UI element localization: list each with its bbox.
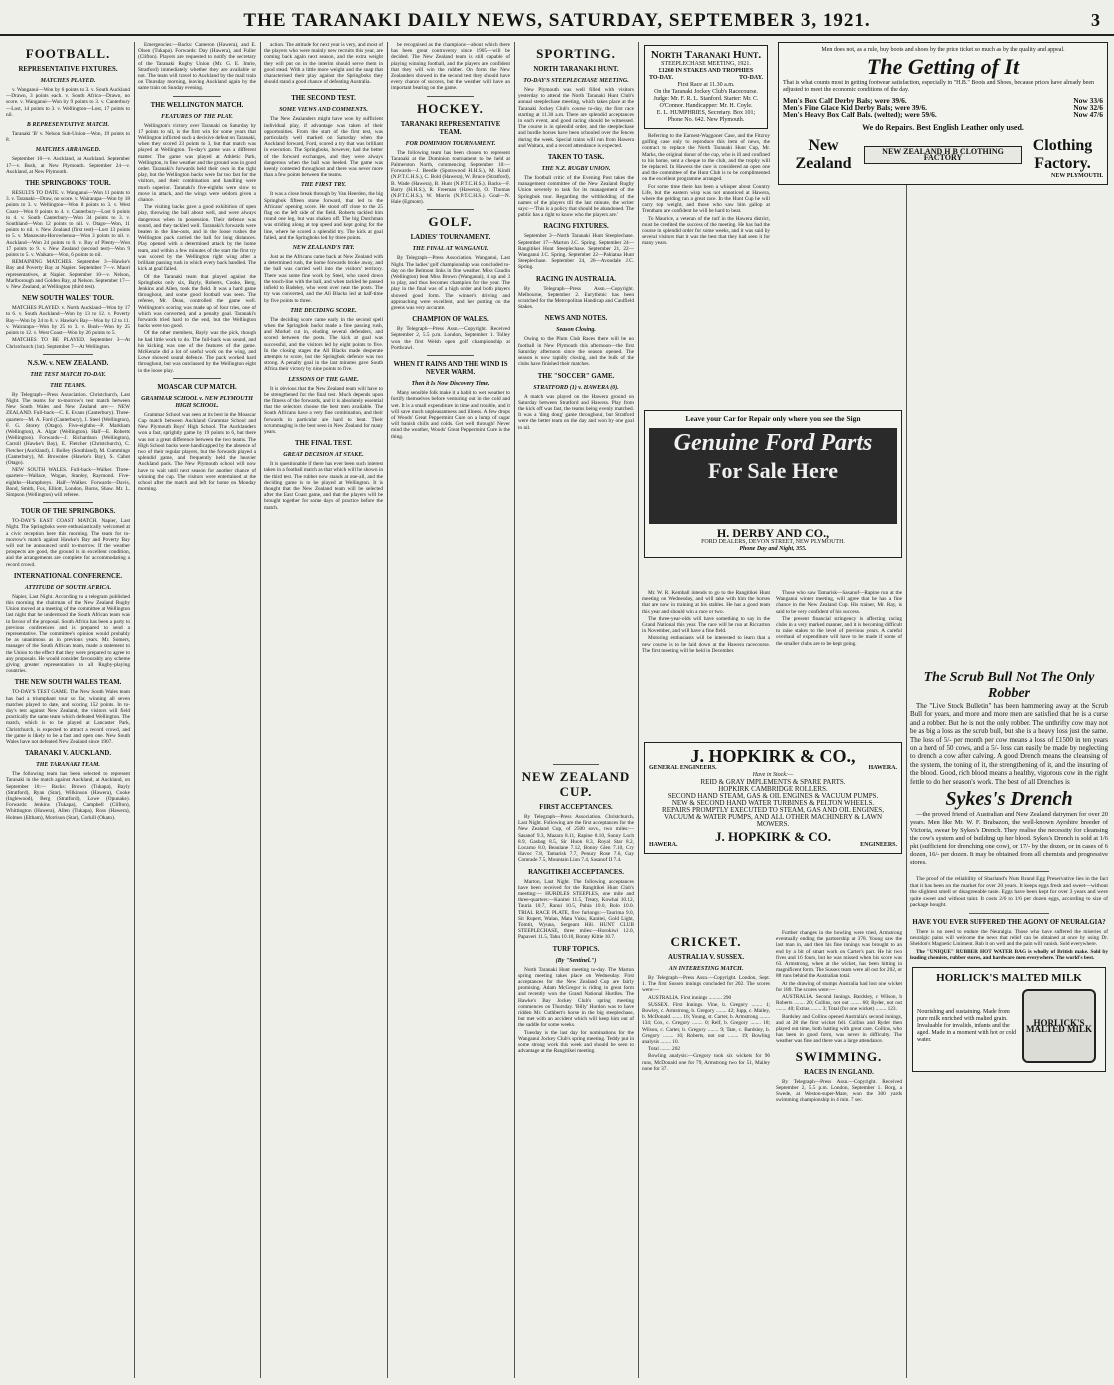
column-rule: [260, 42, 261, 1378]
article-text: The football critic of the Evening Post takes the management committee of the New Zealand Rugby Union severely to task for its management of the Springbok tour. Regarding the withholding of the names of the players till the last minute, the writer says:—'This is a policy that should be abandoned. The public has a right to know who the players are.': [518, 175, 634, 219]
column-second-test: [264, 42, 383, 1378]
subheading: THE SECOND TEST.: [291, 95, 356, 103]
ad-text: Clothing Factory.: [1032, 137, 1093, 172]
article-text: action. The attitude for next year is very, and most of the players who were mainly new recruits this year, are coming back again next season, and the extra weight they will put on in the interim should serve them in good stead. With a little more weight and the snap that characterised their play against the Springboks they should stand a good chance of defeating Australia.: [264, 42, 383, 86]
ad-title: Sykes's Drench: [945, 788, 1073, 811]
ad-text: ENGINEERS.: [860, 842, 897, 848]
article-text: MATCHES TO BE PLAYED. September 3—At Christchurch (1st). September 7—At Wellington.: [6, 337, 130, 350]
subheading: TOUR OF THE SPRINGBOKS.: [20, 508, 116, 516]
article-text: TO-DAY'S EAST COAST MATCH. Napier, Last Night. The Springboks were enthusiastically welcomed at a civic reception here this morning. The team for to-morrow's match against Hawke's Bay and Poverty Bay will not be announced until to-morrow. If the weather prospects are good, the ground is in excellent condition, and the arrangements are complete for accommodating a record crowd.: [6, 518, 130, 568]
section-heading-swimming: SWIMMING.: [795, 1048, 883, 1064]
section-heading-golf: GOLF.: [428, 214, 473, 230]
ad-title: The Scrub Bull Not The Only Robber: [923, 670, 1095, 701]
price-value: Now 32/6: [1073, 103, 1103, 112]
section-heading-sporting: SPORTING.: [536, 46, 616, 61]
article-text: Just as the Africans came back at New Zealand with a determined rush, the home forwards broke away, and the ball was carried well into the visitors' territory. There was some fine work by Steel, who raced down the touch-line with the ball, and when tackled he passed infield to Badeley, who went over near the posts. The try was converted, and the All Blacks led at half-time by five points to three.: [264, 254, 383, 304]
ad-text: J. HOPKIRK & CO.: [715, 829, 831, 844]
article-text: The visiting backs gave a good exhibition of open play, throwing the ball about well, and were always dangerous when in possession. Their defence was sound, and they tackled well. Taranaki's forwards were beaten in the line-outs, and in the loose rushes the Wellington pack carried the ball for long distances. Play opened with a determined attack by the home team, and within a few minutes of the start the first try was scored by the Wellington right wing after a brilliant passing rush in which every back handled. The kick at goal failed.: [138, 204, 256, 273]
article-text: Taranaki 'B' v. Nelson Sub-Union—Won, 19 points to 8.: [6, 131, 130, 144]
subheading: ATTITUDE OF SOUTH AFRICA.: [24, 584, 112, 591]
subheading: AUSTRALIA V. SUSSEX.: [667, 954, 745, 961]
article-text: The following team has been selected to represent Taranaki in the match against Auckland, at Auckland, on September 10:— Backs: Brown (Tukapa), Bayly (Stratford), Ryan (Star), Wilkinson (Hawera), Cooke (Inglewood), Berg (Stratford), Lowe (Opunake). Forwards: Jenkins (Tukapa), Campbell (Clifton), Whittington (Hawera), Allen (Tukapa), Ross (Hawera), Holmes (Eltham), Morrison (Star), Corkill (Okato).: [6, 771, 130, 821]
subheading: NEW ZEALAND'S TRY.: [292, 245, 355, 252]
subheading: FOR DOMINION TOURNAMENT.: [405, 140, 496, 147]
column-rule: [387, 42, 388, 1378]
article-text: It was a close break through by Van Heerden, the big Springbok fifteen stone forward, that led to the Africans' opening score. He stood off close to the 25 flag on the left side of the field. Roberts tackled him round one leg, but was shaken off. The big Dutchman was striding along at top speed and kept going for the line, where he scored a splendid try. The kick at goal failed, and the Springboks led by three points.: [264, 191, 383, 241]
subheading: TAKEN TO TASK.: [547, 154, 605, 162]
article-text: The three-year-olds will have something to say in the Grand National this year. The race will be run at Riccarton in November, and will have a fine field.: [642, 615, 770, 635]
column-turf-notes: [642, 590, 770, 740]
ad-text: Men does not, as a rule, buy boots and shoes by the price ticket so much as by the quality and appeal.: [821, 47, 1065, 53]
subheading: REPRESENTATIVE FIXTURES.: [18, 66, 118, 73]
article-text: The deciding score came early in the second spell when the Springbok backs made a fine passing rush, and Morkel cut in, eluding several defenders, and scored between the posts. The kick at goal was successful, and the visitors led by eight points to five. In the closing stages the All Blacks made desperate attempts to score, but the Springbok defence was too strong. A penalty goal in the last minutes gave South Africa their victory by nine points to five.: [264, 316, 383, 373]
separator: [969, 871, 1048, 872]
ad-hb-getting-of-it: [778, 42, 1108, 185]
article-text: Owing to the Plum Club Races there will be no football in New Plymouth this afternoon—the first Saturday afternoon since the season opened. The season is now rapidly closing, and the bulk of the clubs have finished their matches.: [518, 336, 634, 368]
column-football: [6, 42, 130, 1378]
subheading: THE NEW SOUTH WALES TEAM.: [14, 679, 122, 687]
ad-text: Judge: Mr. F. R. L. Stanford. Starter: Mr. C. O'Connor. Handicapper: Mr. H. Coyle.: [653, 96, 759, 109]
ad-text: £1260 IN STAKES AND TROPHIES: [658, 68, 754, 74]
article-text: RESULTS TO DATE. v. Wanganui—Won 11 points to 3. v. Taranaki—Draw, no score. v. Wairarapa—Won by 18 points to 3. v. Wellington—Won 8 points to 3. v. West Coast—Won 8 points to 4. v. Canterbury—Lost 6 points to 4. v. South Canterbury—Won 34 points to 3. v. Southland—Won 12 points to nil. v. Otago—Won, 11 points to nil. v. New Zealand (first test)—Lost 13 points to 5. v. Manawatu-Horowhenua—Won 3 points to nil. v. Auckland—Won 24 points to 8. v. Bay of Plenty—Won 17 points to 9. v. New Zealand (second test)—Won 9 points to 5. v. Waikato—Won, 6 points to nil.: [6, 190, 130, 259]
article-text: Many sensible folk make it a habit to wet weather to fortify themselves before venturing out in the cold and wet. It is a small expenditure in time and trouble, and it will save much unpleasantness and illness. A few drops of Woods' Great Peppermint Cure on a lump of sugar will banish chills and colds. Get well through! Never mind the weather, Woods' Great Peppermint Cure is the thing.: [391, 390, 510, 440]
article-text: Emergencies:—Backs: Cameron (Hawera), and E. Olsen (Tukapa). Forwards: Day (Hawera), and Fuller (Clifton). Players are requested to notify the secretary of the Taranaki Rugby Union (Mr. G. E. Imrie, Stratford) immediately whether they are available or not. The team will travel to Auckland by the mail train on Thursday morning, leaving Auckland again by the same train on Sunday evening.: [138, 42, 256, 92]
ad-text: Nourishing and sustaining. Made from pure milk enriched with malted grain. Invaluable for invalids, infants and the aged. Made in a moment with hot or cold water.: [917, 1008, 1017, 1043]
ad-row: [649, 765, 897, 772]
ad-text: —the proved friend of Australian and New Zealand dairymen for over 20 years. Men like Mr. W. F. Brabazon, the well-known Ayrshire breeder of Victoria, swear by Sykes's Drench. They realise the necessity for cleansing the cow's system and of building up her blood. Sykes's Drench is sold at 1/6 pkt (sufficient for drenching one cow), or 17/- by the dozen, or in cases of 6 dozen, 16/- per dozen. It may be obtained from all chemists and progressive stores.: [910, 811, 1108, 867]
page-number: 3: [1091, 10, 1100, 30]
tin-label: HORLICK'S MALTED MILK: [1026, 1017, 1092, 1035]
ad-row: [783, 137, 1103, 173]
article-text: The present financial stringency is affecting racing clubs in a very marked manner, and it is becoming difficult to raise stakes to the level of previous years. A careful overhaul of expenditure will have to be made if some of the smaller clubs are to be kept going.: [776, 615, 902, 647]
subheading: FEATURES OF THE PLAY.: [161, 113, 233, 120]
ad-hopkirk: [644, 742, 902, 854]
article-text: Wellington's victory over Taranaki on Saturday by 17 points to nil, is the first win for some years that Wellington inflicted such a decisive defeat on Taranaki, when they scored 23 points to 3, but that match was played at Wellington. To-day's game was a different matter. The game was played at Athletic Park, Wellington, in fine weather and the ground was in good order. Taranaki's forwards held their own in the tight play, but the Wellington backs were far too fast for the visitors, and their combination and handling were much superior. Taranaki's five-eighths were slow to move in attack, and the wings were seldom given a chance.: [138, 122, 256, 204]
article-text: By Telegraph—Press Assn.—Copyright. Received September 2, 5.5 p.m. London, September 1. Tolley won the first Welsh open golf championship at Porthcawl.: [391, 326, 510, 351]
separator: [173, 378, 220, 379]
subheading: INTERNATIONAL CONFERENCE.: [13, 572, 123, 580]
article-text: MATCHES PLAYED. v. North Auckland—Won by 17 to 6. v. South Auckland—Won by 13 to 12. v. Poverty Bay—Won by 24 to 8. v. Hawke's Bay—Won by 12 to 11. v. Wairarapa—Won by 25 to 3. v. Bush—Won by 25 points to 12. v. West Coast—Won by 26 points to 5.: [6, 305, 130, 337]
separator: [43, 502, 93, 503]
subheading: THE TEAMS.: [50, 382, 86, 389]
article-text: By Telegraph—Press Assn.—Copyright. Received September 2, 5.5 p.m. London, September 1. Borg, a Swede, at Weston-super-Mare, won the 300 yards swimming championship in 4 min. 7 sec.: [776, 1078, 902, 1104]
article-text: At the drawing of stumps Australia had lost one wicket for 180. The scores were:—: [776, 980, 902, 993]
ad-ford-parts: [644, 410, 902, 558]
separator: [300, 89, 348, 90]
subheading: THE N.Z. RUGBY UNION.: [541, 166, 611, 173]
article-text: Motoring enthusiasts will be interested to learn that a new course is to be laid down at the Hawera racecourse. The first meeting will be held in December.: [642, 635, 770, 654]
subheading: THE SPRINGBOKS' TOUR.: [25, 180, 111, 188]
article-text: It is questionable if there has ever been such interest taken in a football match as that which will be shown in the third test. The rubber now stands at one-all, and the deciding game is to be played at Wellington. It is thought that the New Zealand team will be selected after the East Coast game, and that the players will be brought together for some days of practice before the match.: [264, 461, 383, 511]
ad-text: Genuine Ford Parts: [673, 430, 873, 456]
subheading: B REPRESENTATIVE MATCH.: [26, 122, 110, 129]
article-text: Total ........ 202: [648, 1046, 680, 1053]
article-text: Further changes in the bowling were tried, Armstrong eventually ending the partnership at 378. Young saw the last man in, and then his fine innings was brought to an end by a bit of smart work on Carter's part. He hit two fives and 16 fours, but he was missed when his score was 63. Armstrong, when at the wicket, has been hitting in magnificent form. The Sussex team were all out for 202, or 88 runs behind the Australian total.: [776, 930, 902, 980]
masthead: [0, 8, 1114, 36]
column-hockey-golf: [391, 42, 510, 1378]
article-text: Bowling analysis:—Gregory took six wickets for 96 runs, McDonald one for 79, Armstrong two for 51, Mailey none for 37.: [642, 1053, 770, 1072]
subheading: WHEN IT RAINS AND THE WIND IS NEVER WARM.: [393, 361, 508, 377]
article-text: By Telegraph—Press Association. Wanganui, Last Night. The ladies' golf championship was concluded to-day on the Belmont links in fine weather. Miss Gaudin (Wellington) beat Miss Brown (Wanganui), 4 up and 3 to play, and thus becomes champion for the year. The play in the final was of a high order and both players showed good form. The winner's driving and approaching were excellent, and her putting on the greens was very accurate.: [391, 255, 510, 312]
subheading: NEW SOUTH WALES' TOUR.: [22, 295, 114, 303]
subheading: AN INTERESTING MATCH.: [668, 966, 744, 972]
ad-text: REID & GRAY IMPLEMENTS & SPARE PARTS.: [700, 778, 846, 786]
subheading: GRAMMAR SCHOOL v. NEW PLYMOUTH HIGH SCHOOL.: [141, 395, 253, 409]
article-text: September 3—North Taranaki Hunt Steeplechase. September 17—Marton J.C. Spring. September 24—Rangitikei Hunt Steeplechase. September 21, 22—Wanganui J.C. Spring. September 22—Pahiatua Hunt Steeplechase. September 24, 26—Avondale J.C. Spring.: [518, 233, 634, 271]
ad-text: TO-DAY.: [739, 75, 763, 81]
separator: [427, 355, 475, 356]
article-text: SUSSEX. First Innings. Vine, b. Gregory ........ 1; Bowley, c. Armstrong, b. Gregory ........ 42; Jupp, c. Mailey, b. McDonald ........ 16; Young, st. Carter, b. Armstrong ........ 134; Cox, c. Gregory ........ 0; Relf, b. Gregory ........ 18; Wilson, c. Carter, b. Gregory ........ 9; Tate, c. Bardsley, b. Gregory ........ 16; Roberts, not out ........ 19; Bowling analysis ........ 10.: [642, 1001, 770, 1046]
column-rule: [638, 42, 639, 1378]
ad-text: The "UNIQUE" RUBBER HOT WATER BAG is wholly of British make. Sold by leading chemists, rubber stores, and hardware men everywhere. The world's best.: [910, 948, 1108, 961]
subheading: MATCHES PLAYED.: [40, 78, 96, 84]
subheading: THE WELLINGTON MATCH.: [150, 101, 244, 109]
article-text: It is obvious that the New Zealand team will have to be strengthened for the final test. Much depends upon the fitness of the forwards, and it is absolutely essential that the selectors choose the best men available. The South Africans have a very fine combination, and their forwards in particular are hard to beat. Their scrummaging is the best seen in New Zealand for many years.: [264, 385, 383, 435]
subheading: TARANAKI V. AUCKLAND.: [24, 750, 112, 758]
ad-text: There is no need to endure the Neuralgia. Those who have suffered the miseries of neuralgic pains will welcome the news that relief can be obtained at once by using Dr. Sheldon's Magnetic Liniment. Rub it on well and the pain will vanish. Sold everywhere.: [910, 929, 1108, 948]
subheading: THE TARANAKI TEAM.: [36, 762, 100, 769]
ad-text: Leave your Car for Repair only where you see the Sign: [685, 414, 861, 423]
ford-sign: [649, 428, 897, 524]
article-text: Of the other members, Bayly was the pick, though he had little work to do. The full-back was sound, and his kicking was one of the features of the game. McKenzie did a lot of useful work on the wing, and Lowe showed sound defence. The pack worked hard throughout, but was outclassed by the Wellington eight in the loose play.: [138, 330, 256, 374]
subheading: FIRST ACCEPTANCES.: [539, 804, 613, 811]
ad-text: NEW PLYMOUTH.: [1050, 173, 1103, 179]
ad-title: HORLICK'S MALTED MILK: [936, 972, 1082, 985]
ad-text: The "Live Stock Bulletin" has been hammering away at the Scrub Bull for years, and more and more men are satisfied that he is a curse and a robber. But he is not the only robber. The unthrifty cow may not be as big a loss as the scrub bull, but she is a heavy loss just the same. The loss of 5/- per month per cow means a loss of £1500 in ten years on a herd of 50 cows, and a 5/- loss can easily be made by neglecting to drench a cow after calving. A good Drench means the cleansing of the system, the toning of it, the strengthening of it, and the insuring of the blood. Good, rich blood means a healthy, vigorous cow in the right fettle to do her season's work. The best of all Drenches is: [910, 702, 1108, 786]
hb-logo-icon: [864, 146, 1022, 164]
ad-title: North Taranaki Hunt.: [650, 49, 762, 61]
article-text: Tuesday is the last day for nominations for the Wanganui Jockey Club's spring meeting. Teddy put in some strong work this week and should be seen to advantage at the Rangitikei meeting.: [518, 1029, 634, 1055]
ad-text: First Race at 11.30 a.m.: [677, 82, 735, 88]
subheading: TARANAKI REPRESENTATIVE TEAM.: [400, 120, 501, 136]
subheading: RACES IN ENGLAND.: [804, 1068, 874, 1076]
article-text: By Telegraph—Press Assn.—Copyright. Melbourne, September 2. Eurythmic has been scratched for the Metropolitan Handicap and Caulfield Stakes.: [518, 285, 634, 311]
ad-text: E. L. HUMPHRIES, Secretary. Box 101; Phone No. 642. New Plymouth.: [656, 110, 756, 123]
subheading: RANGITIKEI ACCEPTANCES.: [528, 868, 624, 876]
article-text: A match was played on the Hawera ground on Saturday between Stratford and Hawera. Play from the kick off was fast, the teams being evenly matched. It was a 'ding dong' game throughout, but Stratford were the better team on the day and won by one goal to nil.: [518, 393, 634, 431]
article-text: Bardsley and Collins opened Australia's second innings, and at 28 the first wicket fell. Collins and Ryder then played out time, both batting with great care. Collins, who has been in good form, was never in difficulty. The weather was fine and there was a large attendance.: [776, 1013, 902, 1045]
ad-text: SECOND HAND STEAM, GAS & OIL ENGINES & VACUUM PUMPS.: [667, 792, 879, 800]
ad-text: REPAIRS PROMPTLY EXECUTED TO STEAM, GAS AND OIL ENGINES, VACUUM & WATER PUMPS, AND ALL OTHER MACHINERY & LAWN MOWERS.: [662, 806, 884, 828]
ad-title: HAVE YOU EVER SUFFERED THE AGONY OF NEURALGIA?: [912, 919, 1106, 927]
subheading: CHAMPION OF WALES.: [412, 316, 489, 324]
ad-row: [917, 985, 1101, 1067]
section-heading-hockey: HOCKEY.: [417, 100, 484, 116]
separator: [553, 764, 599, 765]
article-text: For some time there has been a whisper about Country Life, but the eastern wisp was not unnoticed at Hawera, where the gelding ran a great race. In the Hunt Cup he will carry top weight, and those who saw him gallop at Trentham are confident he will be hard to beat.: [642, 183, 770, 215]
column-cricket: [642, 930, 770, 1378]
subheading: MOASCAR CUP MATCH.: [157, 383, 237, 391]
ad-text: For Sale Here: [708, 458, 838, 483]
subheading: (By "Sentinel."): [555, 957, 597, 964]
subheading: MATCHES ARRANGED.: [35, 147, 101, 154]
subheading: THE "SOCCER" GAME.: [537, 372, 615, 380]
column-sykes-drench: [910, 670, 1108, 1370]
article-text: By Telegraph—Press Assn.—Copyright. London, Sept. 1. The first Sussex innings concluded for 202. The scores were:—: [642, 975, 770, 994]
subheading: Season Closing.: [556, 327, 596, 334]
article-text: Marton, Last Night. The following acceptances have been received for the Rangitikei Hunt Club's meeting:— HURDLES STEEPLES, one mile and three-quarters:—Kanitei 11.5, Treaty, Kowhai 10.12, Tauria 10.7, Ranui 10.5, Pahia 10.0, Bolo 10.0. TRIAL RACE PLATE, five furlongs:—Taurima 9.0, Sir Rupert, Walan, Mata Vuku, Kanitei, Gold Light, Tomtit, Wyuna, Sergeant Hill. HUNT CLUB STEEPLECHASE, three miles:—Horokiwi 12.0, Papaveri 11.5, Tahu 10.10, Bonny Kiltie 10.7.: [518, 878, 634, 941]
masthead-title: THE TARANAKI DAILY NEWS, SATURDAY, SEPTEMBER 3, 1921.: [243, 10, 871, 31]
subheading: Then it Is Now Discovery Time.: [411, 381, 490, 388]
article-text: Of the Taranaki team that played against the Springboks only six, Bayly, Roberts, Cooke, Berg, Jenkins and Allen, took the field. It was a hard game throughout, and some good football was seen. The referee, Mr. Dean, controlled the game well. Wellington's scoring was made up of four tries, one of which was converted, and a penalty goal. Taranaki's forwards tried hard to the end, but the Wellington backs were too good.: [138, 273, 256, 330]
article-text: Referring to the Earnest-Waggoner Case, and the Fitzroy golfing case only to reproduce this item of news, the contract to replace the North Taranaki Hunt Cup, Mr. Marks, the original donor of the cup, who is ill and confined to his home, sent a cheque to the club, and the trophy will be replaced. In Hawera the race is considered an open one and the committee of the Hunt Club is to be complimented on the excellent programme arranged.: [642, 133, 770, 183]
article-text: New Plymouth was well filled with visitors yesterday to attend the North Taranaki Hunt Club's annual steeplechase meeting, which takes place at the Taranaki Jockey Club's course to-day, the first race starting at 11.30 a.m. There are splendid acceptances in each event, and good racing should be witnessed. The course is in splendid order, and the steeplechase and hurdle horses have been schooled over the fences during the week. Special trains will run from Hawera and Waitara, and a record attendance is expected.: [518, 87, 634, 149]
section-heading-football: FOOTBALL.: [25, 46, 111, 61]
section-heading-cricket: CRICKET.: [670, 934, 742, 949]
article-text: AUSTRALIA. First innings .......... 290: [648, 994, 732, 1001]
separator: [427, 96, 475, 97]
ad-text: New Zealand: [795, 137, 852, 172]
price-item: Men's Fine Glace Kid Derby Bals; were 39/6.: [783, 103, 928, 112]
ad-text: Phone Day and Night, 355.: [739, 546, 807, 552]
article-text: NEW SOUTH WALES. Full-back—Walker. Three-quarters—Wallace, Wogan, Stanley, Raymond. Five-eighths—Humphreys. Half—Walker. Forwards—Davis, Bond, Smith, Fox, Elliott, London, Burns, Shaw. Mr. L. Simpson (Wellington) will referee.: [6, 467, 130, 498]
article-text: Grammar School was seen at its best in the Moascar Cup match between Auckland Grammar School and New Plymouth Boys' High School. The Aucklanders won a fast, sprightly game by 19 points to 6, but there was not a great difference between the two teams. The High School backs were handicapped by the absence of two of their regular players, but the forwards played a splendid game, and frequently held the heavier Auckland pack. The New Plymouth school will now have to wait until next season for another chance of winning the cup. The visitors were entertained at the school after the match and left for home on Monday morning.: [138, 411, 256, 493]
ad-text: TO-DAY.: [649, 75, 673, 81]
ad-text: That is what counts most in getting footwear satisfaction, especially in "H.B." Boots and Shoes, because prices have already been adjusted to meet the economic conditions of the day.: [783, 80, 1094, 93]
article-text: be recognised as the champions—about which there has been great controversy since 1905—will be decided. The New Zealand team is still capable of playing winning football, and the players are confident that they will win the rubber. On form the New Zealanders showed in the second test they should have every chance of success, but the weather will have an important bearing on the game.: [391, 42, 510, 92]
ad-text: J. HOPKIRK & CO.,: [690, 746, 856, 766]
article-text: TO-DAY'S TEST GAME. The New South Wales team has had a triumphant tour so far, winning all seven matches played to date, and scoring 152 points. In to-day's test against New Zealand, the visitors will field practically the same team which defeated Wellington. The match, which is to be played at Lancaster Park, Christchurch, is expected to attract a record crowd, and the game is likely to be a fast and open one. New South Wales have not defeated New Zealand since 1907.: [6, 689, 130, 746]
article-text: AUSTRALIA. Second Innings. Bardsley, c Wilson, b Roberts ........ 20; Collins, not out ........ 60; Ryder, not out ........ 40; Extras ........ 3; Total (for one wicket) ........ 123.: [776, 994, 902, 1013]
subheading: N.S.W. v. NEW ZEALAND.: [27, 359, 109, 367]
ad-text: H. DERBY AND CO.,: [716, 526, 830, 540]
column-hb-ad: [776, 42, 1110, 410]
horlicks-tin-icon: [1022, 989, 1096, 1063]
subheading: LESSONS OF THE GAME.: [288, 376, 359, 383]
subheading: TO-DAY'S STEEPLECHASE MEETING.: [523, 78, 629, 84]
section-heading-nz-cup: NEW ZEALAND CUP.: [521, 769, 631, 799]
subheading: THE DECIDING SCORE.: [290, 307, 357, 314]
ad-row: [649, 75, 763, 82]
subheading: STRATFORD (1) v. HAWERA (0).: [533, 384, 619, 391]
separator: [173, 96, 220, 97]
subheading: THE TEST MATCH TO-DAY.: [30, 371, 106, 378]
subheading: GREAT DECISION AT STAKE.: [283, 452, 364, 459]
subheading: THE FIRST TRY.: [301, 182, 346, 189]
ad-ford-box: [644, 410, 902, 558]
column-racing: [518, 760, 634, 1378]
article-text: Mr. W. R. Kemball intends to go to the Rangitikei Hunt meeting on Wednesday, and will take with him the horses that are now in training at his stables. He has a good team this year and should win a race or two.: [642, 590, 770, 615]
separator: [43, 354, 93, 355]
separator: [427, 209, 475, 210]
column-rule: [514, 42, 515, 1378]
ad-text: GENERAL ENGINEERS.: [649, 765, 717, 771]
ad-title: The Getting of It: [866, 54, 1020, 79]
subheading: NEWS AND NOTES.: [544, 315, 608, 323]
article-text: North Taranaki Hunt meeting to-day. The Marton spring meeting takes place on Wednesday. First acceptances for the New Zealand Cup are fairly promising. Adam McGregor is riding in great form and recently won the Grand National Hurdles. The Hawke's Bay Jockey Club's spring meeting commences on Thursday. 'Billy' Hurdon was to have ridden Mr. Cuthbert's horse in the big steeplechase, but met with an accident which will keep him out of the saddle for some weeks.: [518, 966, 634, 1029]
article-text: The New Zealanders might have won by sufficient individual play, if advantage was taken of their opportunities. From the start of the first test, was particularly well marked on Saturday when the Auckland forward, Ford, scored a try that was brilliant in execution. The Springboks, however, had the better of the forward exchanges, and they were always dangerous when the ball was heeled. The game was keenly contested throughout and there was never more than a few points between the teams.: [264, 116, 383, 179]
subheading: LADIES' TOURNAMENT.: [410, 234, 491, 242]
column-wellington-match: [138, 42, 256, 1378]
article-text: To Maurice, a veteran of the turf in the Hawera district, must be credited the success of the meeting. He has had the course in splendid order for some weeks, and it was said by several visitors that it was the best that they had seen it for many years.: [642, 215, 770, 247]
ad-text: HOPKIRK CAMBRIDGE ROLLERS.: [718, 785, 828, 793]
column-cricket-2: [776, 930, 902, 1378]
subheading: THE FINAL AT WANGANUI.: [412, 246, 489, 253]
ad-north-taranaki-hunt: [644, 45, 768, 129]
ad-text: On the Taranaki Jockey Club's Racecourse.: [654, 89, 758, 95]
article-text: Napier, Last Night. According to a telegram published this morning the chairman of the New Zealand Rugby Union moved at a meeting of the committee at Wellington last night that he understood the South African team was in favour of the proposal. South Africa has been a party to previous conferences and is prepared to send a representative. The committee's opinion would probably be as unanimous as in previous years. Mr. Somers, manager of the South African team, made a statement to the Union to the effect that they were prepared to agree to any proposals. He would consider favourably any scheme giving greater representation to all Rugby-playing countries.: [6, 593, 130, 675]
ad-horlicks: [912, 967, 1106, 1072]
article-text: By Telegraph—Press Association. Christchurch, Last Night. The teams for to-morrow's test match between New South Wales and New Zealand are:— NEW ZEALAND. Full-back—C. E. Evans (Canterbury). Three-quarters—M. A. Ford (Canterbury), J. Steel (Wellington), F. G. Storey (Otago). Five-eighths—P. Markham (Wellington), A. Algar (Wellington). Half—E. Roberts (Wellington). Forwards—J. Richardson (Wellington), Carroll (Hawke's Bay), E. Fletcher (Christchurch), C. Fletcher (Auckland), J. Bolley (Southland), M. Cummings (Canterbury), M. Brownlee (Hawke's Bay), S. Cabot (Otago).: [6, 391, 130, 466]
article-text: v. Wanganui—Won by 6 points to 3. v. South Auckland—Drawn, 3 points each. v. South Africa—Drawn, no score. v. Wanganui—Won by 9 points to 3. v. Canterbury—Lost, 14 points to 3. v. Wellington—Lost, 17 points to nil.: [6, 87, 130, 118]
ad-hopkirk-box: [644, 742, 902, 854]
article-text: The proof of the reliability of Sharland's Nuts Brand Egg Preservative lies in the fact that it has been on the market for over 20 years. It keeps eggs fresh and sweet—without the slightest smell or disagreeable taste. Eggs have been kept for over 3 years and were quite sweet and without taint. It costs 2/6 to 1/6 per dozen eggs, according to size of package bought.: [910, 876, 1108, 909]
price-value: Now 33/6: [1073, 96, 1103, 105]
price-value: Now 47/6: [1073, 110, 1103, 119]
subheading: RACING IN AUSTRALIA.: [536, 275, 616, 283]
subheading: RACING FIXTURES.: [543, 223, 609, 231]
column-turf-notes-2: [776, 590, 902, 740]
separator: [969, 913, 1048, 914]
article-text: Those who saw Tamarisk—Sasanof—Rapine run at the Wanganui winter meeting, will agree that he has a fine chance in the New Zealand Cup. His trainer, Mr. Ray, is said to be very confident of his success.: [776, 590, 902, 615]
ad-text: FORD DEALERS, DEVON STREET, NEW PLYMOUTH.: [701, 539, 845, 545]
subheading: THE FINAL TEST.: [295, 440, 352, 448]
ad-text: HAWERA.: [868, 765, 897, 771]
article-text: By Telegraph—Press Association. Christchurch, Last Night. Following are the first acceptances for the New Zealand Cup, of 2500 sovs., two miles:—Sasanof 9.3, Mazara 8.11, Rapine 8.10, Sunny Loch 8.9, Gasbag 8.5, Sir Huon 8.3, Royal Star 8.2, Locarno 8.0, Beaulane 7.12, Bonny Glen 7.10, Cry Havoc 7.8, Tamarisk 7.7, Penury Rose 7.6, Gay Comrade 7.5, Mountain Lion 7.4, Sasanof II 7.4.: [518, 814, 634, 864]
subheading: TURF TOPICS.: [552, 945, 600, 953]
subheading: SOME VIEWS AND COMMENTS.: [279, 107, 368, 114]
ad-text: HAWERA.: [649, 842, 678, 848]
ad-text: We do Repairs. Best English Leather only used.: [862, 123, 1024, 132]
ad-text: STEEPLECHASE MEETING, 1921.: [661, 61, 751, 67]
article-text: The following team has been chosen to represent Taranaki at the Dominion tournament to be held at Palmerston North, commencing September 10:— Forwards—J. Beedle (Spotswood H.H.S.), M. Kindl (N.P.T.C.H.S.), C. Bold (Hawera), W. Bruce (Stratford), B. Wade (Hawera), B. Hunt (N.P.T.C.H.S.). Backs—F. Barry (H.H.S.), R. Freeman (Hawera), O. Thomas (N.P.T.C.H.S.), W. Morris (N.P.T.C.H.S.). Goal—N. Hale (Egmont).: [391, 149, 510, 206]
ad-text: Have in Stock:—: [752, 772, 794, 778]
price-item: Men's Box Calf Derby Bals; were 39/6.: [783, 96, 907, 105]
article-text: REMAINING MATCHES. September 3—Hawke's Bay and Poverty Bay at Napier. September 7—v. Maori representatives, at Napier. September 10—v. Nelson, Marlborough and Golden Bay, at Nelson. September 17—v. New Zealand, at Wellington (third test).: [6, 259, 130, 291]
price-item: Men's Heavy Box Calf Bals. (welted); were 59/6.: [783, 110, 937, 119]
ad-text: NEW & SECOND HAND WATER TURBINES & PELTON WHEELS.: [671, 799, 875, 807]
article-text: September 10—v. Auckland, at Auckland. September 17—v. Bush, at New Plymouth. September 24—v. Auckland, at New Plymouth.: [6, 156, 130, 175]
column-rule: [134, 42, 135, 1378]
subheading: NORTH TARANAKI HUNT.: [533, 66, 619, 73]
logo-text: NEW ZEALAND H B CLOTHING FACTORY: [882, 146, 1004, 162]
price-row: [783, 111, 1103, 118]
